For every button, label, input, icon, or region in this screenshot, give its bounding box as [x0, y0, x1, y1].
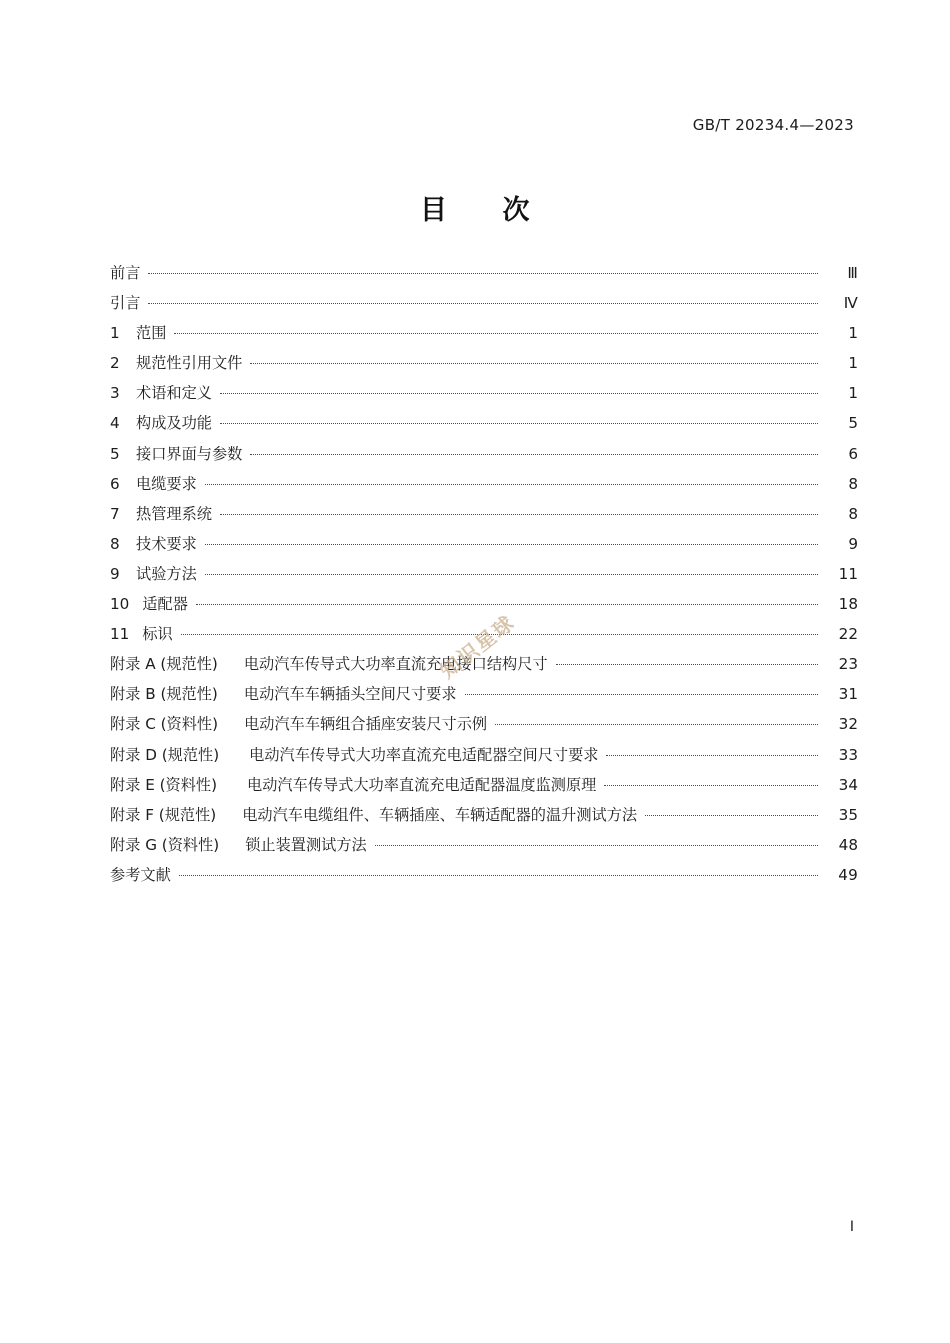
toc-entry-number: 1: [110, 324, 120, 343]
toc-entry-title: 适配器: [142, 595, 188, 614]
toc-entry-page-number: 34: [838, 775, 858, 794]
toc-entry-label: [110, 473, 197, 494]
toc-entry-title: 电动汽车传导式大功率直流充电适配器空间尺寸要求: [249, 745, 599, 764]
toc-entry-title: 锁止装置测试方法: [245, 835, 367, 854]
toc-entry-label: [110, 653, 548, 674]
toc-entry-title: 电动汽车车辆组合插座安装尺寸示例: [244, 715, 488, 734]
toc-entry-number: 5: [110, 444, 120, 463]
toc-entry-title: 构成及功能: [136, 414, 212, 433]
toc-leader-dots: [465, 694, 819, 695]
toc-entry-label: [110, 744, 598, 765]
toc-entry-page-number: 1: [848, 324, 858, 343]
toc-entry[interactable]: [110, 322, 858, 352]
running-header-standard-number: GB/T 20234.4—2023: [692, 116, 854, 134]
toc-leader-dots: [645, 815, 818, 816]
toc-leader-dots: [220, 393, 818, 394]
toc-entry-number: 3: [110, 384, 120, 403]
toc-leader-dots: [205, 544, 818, 545]
toc-entry-annex-designation: 附录 A (规范性): [110, 655, 218, 674]
toc-entry[interactable]: [110, 473, 858, 503]
toc-leader-dots: [181, 634, 818, 635]
toc-entry[interactable]: [110, 804, 858, 834]
toc-leader-dots: [606, 755, 818, 756]
toc-entry-number: 6: [110, 474, 120, 493]
toc-entry-annex-designation: 附录 F (规范性): [110, 805, 217, 824]
watermark-text: 知识星球: [435, 610, 520, 684]
toc-entry-page-number: 18: [838, 595, 858, 614]
toc-entry-label: [110, 412, 212, 433]
toc-entry-title: 参考文献: [110, 865, 171, 884]
toc-entry[interactable]: [110, 713, 858, 743]
toc-entry[interactable]: [110, 443, 858, 473]
toc-entry-label: [110, 593, 188, 614]
toc-entry-label: [110, 774, 596, 795]
toc-entry-page-number: 31: [838, 685, 858, 704]
toc-entry-title: 前言: [110, 264, 141, 282]
toc-entry-title: 引言: [110, 294, 141, 313]
toc-entry-title: 标识: [142, 625, 173, 644]
toc-entry-title: 电动汽车传导式大功率直流充电适配器温度监测原理: [247, 775, 597, 794]
toc-entry-number: 10: [110, 595, 130, 614]
toc-entry-title: 热管理系统: [136, 504, 212, 523]
toc-entry-label: [110, 322, 166, 343]
toc-entry[interactable]: [110, 864, 858, 894]
toc-entry-label: [110, 443, 242, 464]
toc-entry-page-number: 48: [838, 835, 858, 854]
table-of-contents: [110, 262, 858, 894]
toc-entry-label: [110, 834, 367, 855]
toc-entry-page-number: Ⅳ: [843, 294, 858, 313]
toc-leader-dots: [250, 454, 818, 455]
toc-entry-page-number: 35: [838, 805, 858, 824]
toc-entry-page-number: 5: [848, 414, 858, 433]
toc-entry-title: 电缆要求: [136, 474, 197, 493]
toc-leader-dots: [196, 604, 818, 605]
toc-leader-dots: [495, 724, 818, 725]
toc-entry-page-number: 32: [838, 715, 858, 734]
toc-entry-page-number: 8: [848, 504, 858, 523]
toc-leader-dots: [250, 363, 818, 364]
toc-entry-number: 4: [110, 414, 120, 433]
toc-entry[interactable]: [110, 834, 858, 864]
toc-entry-annex-designation: 附录 G (资料性): [110, 835, 220, 854]
toc-entry-page-number: 22: [838, 625, 858, 644]
toc-entry-number: 8: [110, 534, 120, 553]
toc-entry[interactable]: [110, 503, 858, 533]
toc-entry-page-number: Ⅲ: [847, 264, 858, 282]
toc-leader-dots: [179, 875, 818, 876]
toc-entry-annex-designation: 附录 E (资料性): [110, 775, 218, 794]
toc-entry[interactable]: [110, 774, 858, 804]
toc-leader-dots: [148, 303, 818, 304]
toc-entry-annex-designation: 附录 D (规范性): [110, 745, 220, 764]
toc-entry[interactable]: [110, 262, 858, 292]
toc-leader-dots: [375, 845, 818, 846]
toc-entry-title: 规范性引用文件: [136, 354, 243, 373]
toc-entry-title: 电动汽车传导式大功率直流充电接口结构尺寸: [243, 655, 548, 674]
toc-entry-page-number: 23: [838, 655, 858, 674]
toc-leader-dots: [556, 664, 818, 665]
toc-entry[interactable]: [110, 352, 858, 382]
toc-entry-label: [110, 623, 173, 644]
toc-entry-page-number: 49: [838, 865, 858, 884]
toc-entry-number: 11: [110, 625, 130, 644]
toc-entry-label: [110, 533, 197, 554]
toc-entry-label: [110, 292, 140, 313]
toc-leader-dots: [604, 785, 818, 786]
toc-entry-page-number: 9: [848, 534, 858, 553]
toc-leader-dots: [220, 423, 818, 424]
toc-entry-page-number: 1: [848, 384, 858, 403]
toc-leader-dots: [205, 484, 818, 485]
toc-entry-title: 范围: [136, 324, 167, 343]
toc-leader-dots: [205, 574, 818, 575]
toc-entry[interactable]: [110, 382, 858, 412]
toc-leader-dots: [148, 273, 818, 274]
toc-entry-number: 2: [110, 354, 120, 373]
toc-entry-label: [110, 382, 212, 403]
toc-entry-page-number: 6: [848, 444, 858, 463]
toc-entry-page-number: 1: [848, 354, 858, 373]
toc-leader-dots: [220, 514, 818, 515]
toc-leader-dots: [174, 333, 818, 334]
toc-entry[interactable]: [110, 533, 858, 563]
toc-entry-annex-designation: 附录 B (规范性): [110, 685, 218, 704]
toc-entry[interactable]: [110, 744, 858, 774]
toc-entry-label: [110, 262, 140, 283]
toc-entry[interactable]: [110, 683, 858, 713]
page-title: 目 次: [420, 195, 530, 226]
toc-entry-label: [110, 683, 457, 704]
toc-entry-title: 电动汽车电缆组件、车辆插座、车辆适配器的温升测试方法: [242, 805, 638, 824]
toc-entry[interactable]: [110, 623, 858, 653]
toc-entry-number: 7: [110, 504, 120, 523]
toc-entry-page-number: 8: [848, 474, 858, 493]
toc-entry-label: [110, 864, 171, 885]
toc-entry-label: [110, 713, 487, 734]
toc-entry-label: [110, 503, 212, 524]
toc-entry-annex-designation: 附录 C (资料性): [110, 715, 219, 734]
toc-entry-title: 接口界面与参数: [136, 444, 243, 463]
toc-entry-label: [110, 804, 637, 825]
toc-entry[interactable]: [110, 412, 858, 442]
toc-entry-page-number: 11: [838, 564, 858, 583]
page-number-folio: I: [849, 1219, 854, 1235]
toc-entry[interactable]: [110, 563, 858, 593]
toc-entry[interactable]: [110, 292, 858, 322]
toc-entry-title: 电动汽车车辆插头空间尺寸要求: [243, 685, 457, 704]
toc-entry[interactable]: [110, 593, 858, 623]
toc-entry[interactable]: [110, 653, 858, 683]
toc-entry-title: 技术要求: [136, 534, 197, 553]
toc-entry-label: [110, 563, 197, 584]
toc-entry-title: 试验方法: [136, 564, 197, 583]
toc-entry-title: 术语和定义: [136, 384, 212, 403]
toc-entry-page-number: 33: [838, 745, 858, 764]
toc-entry-number: 9: [110, 564, 120, 583]
toc-entry-label: [110, 352, 242, 373]
